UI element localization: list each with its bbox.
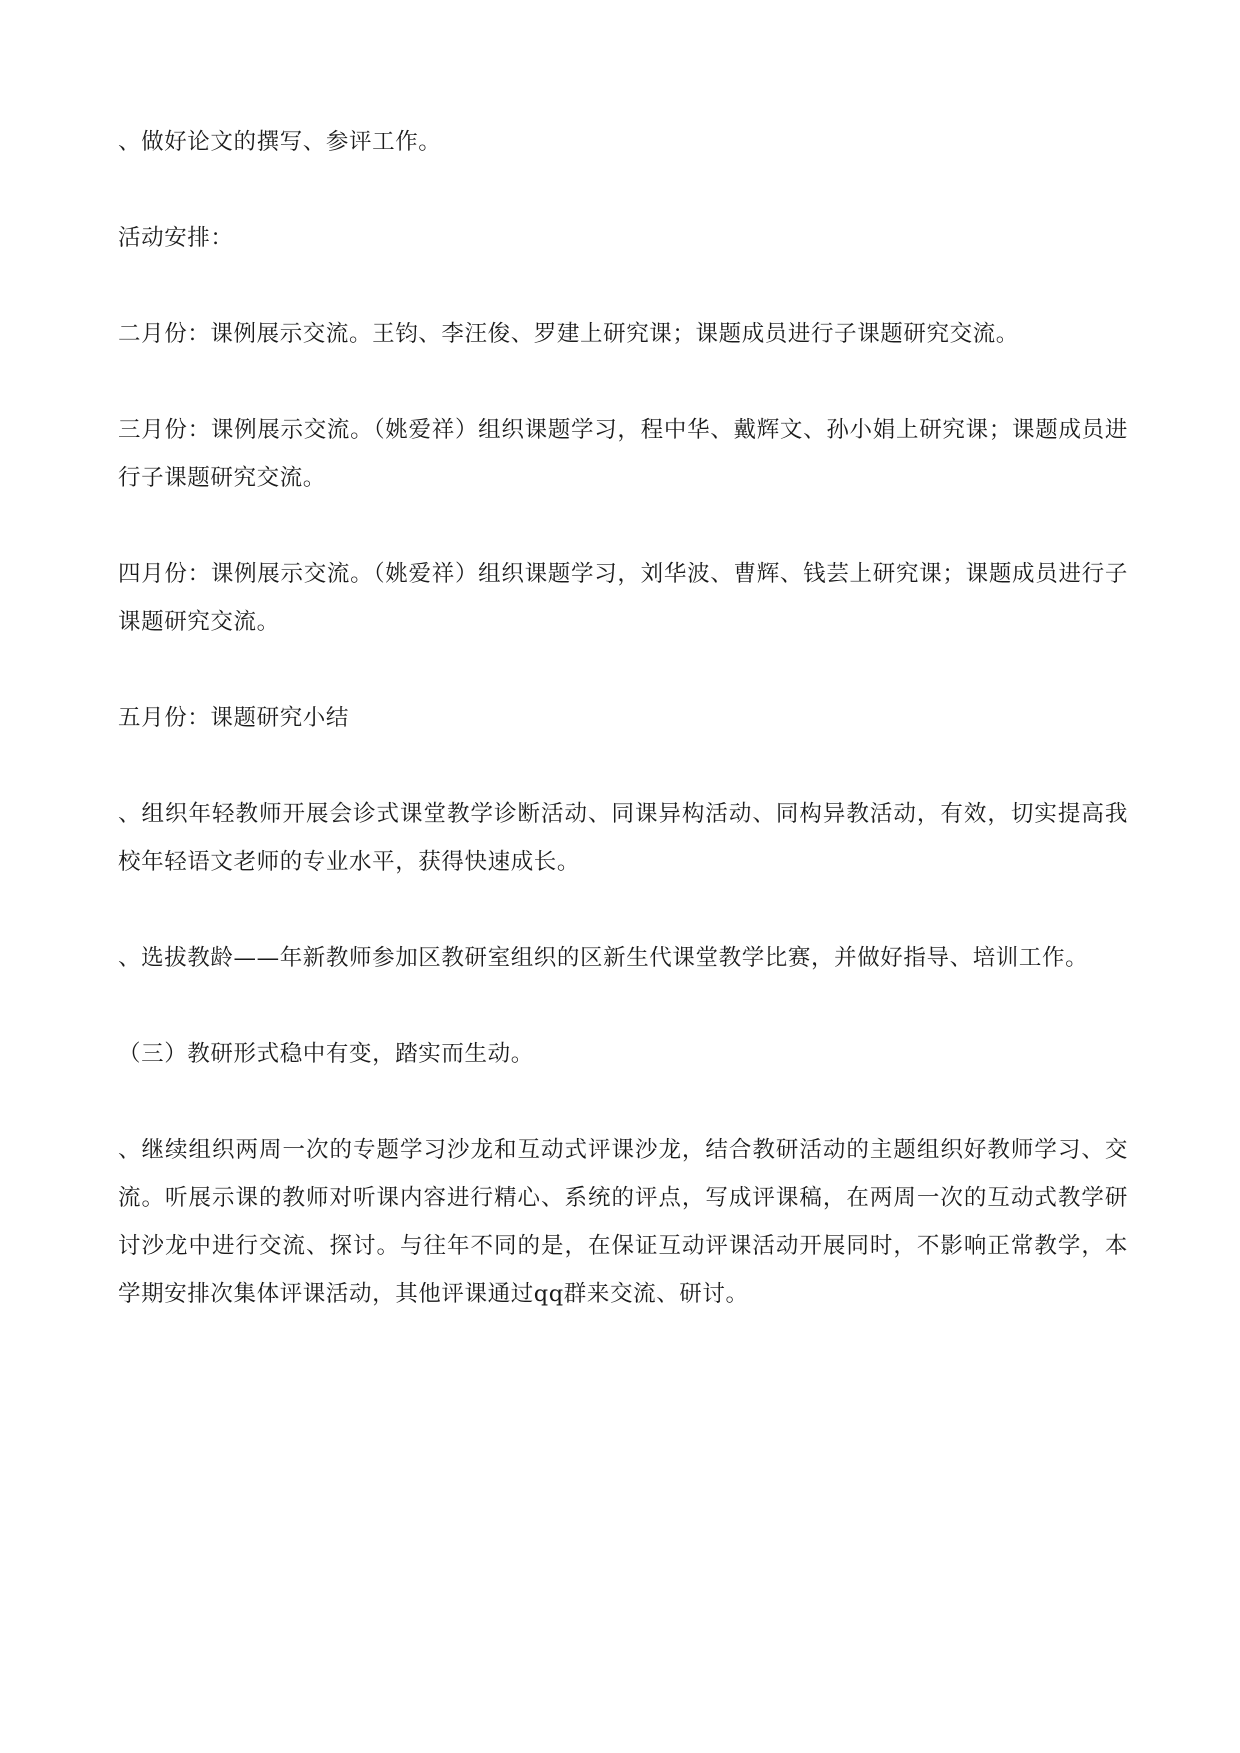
paragraph-activity-heading: 活动安排：: [118, 225, 234, 251]
paragraph-paper-writing: 、做好论文的撰写、参评工作。: [118, 129, 442, 155]
document-body: [118, 118, 1128, 1366]
paragraph-may: 五月份：课题研究小结: [118, 705, 350, 731]
paragraph-march: 三月份：课例展示交流。（姚爱祥）组织课题学习，程中华、戴辉文、孙小娟上研究课；课题成员进行子课题研究交流。: [118, 417, 1128, 491]
section-heading-three: （三）教研形式稳中有变，踏实而生动。: [118, 1041, 534, 1067]
paragraph-new-teacher-selection: 、选拔教龄——年新教师参加区教研室组织的区新生代课堂教学比赛，并做好指导、培训工作。: [118, 945, 1089, 971]
paragraph-salon: 、继续组织两周一次的专题学习沙龙和互动式评课沙龙，结合教研活动的主题组织好教师学习、交流。听展示课的教师对听课内容进行精心、系统的评点，写成评课稿，在两周一次的互动式教学研讨沙龙中进行交流、探讨。与往年不同的是，在保证互动评课活动开展同时，不影响正常教学，本学期安排次集体评课活动，其他评课通过qq群来交流、研讨。: [118, 1137, 1128, 1307]
paragraph-young-teachers: 、组织年轻教师开展会诊式课堂教学诊断活动、同课异构活动、同构异教活动，有效，切实提高我校年轻语文老师的专业水平，获得快速成长。: [118, 801, 1128, 875]
paragraph-april: 四月份：课例展示交流。（姚爱祥）组织课题学习，刘华波、曹辉、钱芸上研究课；课题成员进行子课题研究交流。: [118, 561, 1128, 635]
paragraph-february: 二月份：课例展示交流。王钧、李汪俊、罗建上研究课；课题成员进行子课题研究交流。: [118, 321, 1019, 347]
